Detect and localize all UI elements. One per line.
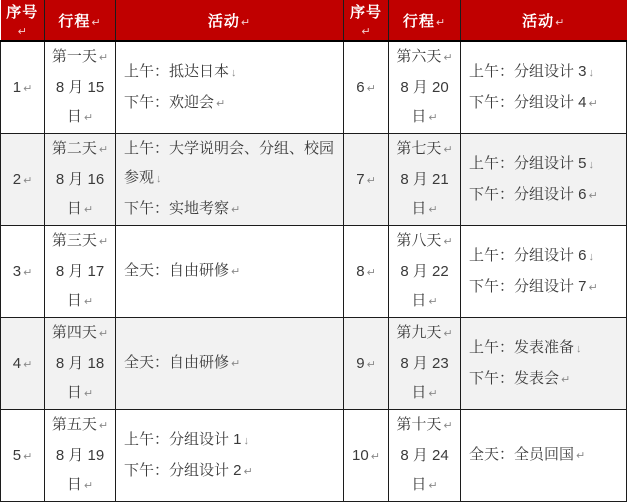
activity-line: 下午：发表会 ↵	[469, 369, 571, 387]
date-label: 8 月 18	[55, 355, 105, 372]
activity-line: 下午：分组设计 6 ↵	[469, 185, 598, 203]
paragraph-mark-icon: ↵	[231, 204, 241, 216]
activity-cell	[116, 318, 344, 410]
header-activity-right: 活动↵	[461, 0, 627, 41]
paragraph-mark-icon: ↵	[443, 420, 453, 432]
day-label: 第三天 ↵	[51, 232, 109, 249]
day-label: 第十天 ↵	[396, 416, 453, 433]
paragraph-mark-icon: ↵	[83, 388, 94, 400]
activity-cell	[461, 226, 627, 318]
paragraph-mark-icon: ↵	[443, 328, 453, 340]
day-label: 第六天 ↵	[396, 48, 453, 65]
paragraph-mark-icon: ↵	[588, 281, 598, 294]
paragraph-mark-icon: ↵	[98, 420, 109, 432]
paragraph-mark-icon: ↵	[23, 359, 33, 371]
activity-line: 下午：实地考察 ↵	[124, 200, 241, 217]
date-label: 8 月 20	[400, 79, 449, 96]
seq-cell: 6 ↵	[344, 41, 389, 134]
day-label: 第五天 ↵	[51, 416, 109, 433]
table-row	[1, 226, 627, 318]
seq-cell: 7 ↵	[344, 134, 389, 226]
date-suffix-label: 日 ↵	[66, 476, 94, 493]
line-break-mark-icon: ↓	[156, 173, 162, 185]
header-itinerary-left: 行程↵	[45, 0, 116, 41]
paragraph-mark-icon: ↵	[428, 204, 438, 216]
day-label: 第一天 ↵	[51, 48, 109, 65]
line-break-mark-icon: ↓	[231, 66, 237, 79]
seq-cell: 4 ↵	[1, 318, 45, 410]
paragraph-mark-icon: ↵	[555, 16, 566, 29]
seq-cell: 3 ↵	[1, 226, 45, 318]
line-break-mark-icon: ↓	[588, 66, 595, 79]
header-seq-right: 序号↵	[344, 0, 389, 41]
line-break-mark-icon: ↓	[588, 158, 595, 171]
itinerary-cell	[45, 226, 116, 318]
seq-cell: 1 ↵	[1, 41, 45, 134]
paragraph-mark-icon: ↵	[23, 83, 33, 95]
paragraph-mark-icon: ↵	[243, 465, 253, 478]
paragraph-mark-icon: ↵	[561, 373, 571, 386]
activity-line: 全天：自由研修 ↵	[124, 354, 241, 371]
header-activity-left: 活动↵	[116, 0, 344, 41]
date-suffix-label: 日 ↵	[66, 384, 94, 401]
activity-line: 上午：发表准备 ↓	[469, 338, 582, 356]
seq-cell: 10 ↵	[344, 410, 389, 502]
line-break-mark-icon: ↓	[588, 250, 595, 263]
date-suffix-label: 日 ↵	[66, 108, 94, 125]
itinerary-cell	[389, 41, 461, 134]
seq-cell: 9 ↵	[344, 318, 389, 410]
date-label: 8 月 23	[400, 355, 449, 372]
line-break-mark-icon: ↓	[243, 434, 250, 447]
table-row	[1, 134, 627, 226]
day-label: 第二天 ↵	[51, 140, 109, 157]
activity-cell	[116, 226, 344, 318]
paragraph-mark-icon: ↵	[366, 267, 376, 279]
paragraph-mark-icon: ↵	[98, 236, 109, 248]
itinerary-cell	[389, 410, 461, 502]
itinerary-cell	[389, 134, 461, 226]
table-row	[1, 410, 627, 502]
paragraph-mark-icon: ↵	[17, 26, 28, 38]
date-label: 8 月 16	[55, 171, 105, 188]
activity-line: 上午：抵达日本 ↓	[124, 62, 237, 80]
activity-line: 全天：全员回国 ↵	[469, 446, 586, 463]
paragraph-mark-icon: ↵	[366, 83, 376, 95]
activity-cell	[461, 134, 627, 226]
paragraph-mark-icon: ↵	[576, 450, 586, 462]
paragraph-mark-icon: ↵	[428, 296, 438, 308]
header-row	[1, 0, 627, 41]
paragraph-mark-icon: ↵	[428, 388, 438, 400]
paragraph-mark-icon: ↵	[588, 189, 598, 202]
paragraph-mark-icon: ↵	[435, 16, 447, 29]
paragraph-mark-icon: ↵	[428, 480, 438, 492]
itinerary-cell	[45, 134, 116, 226]
table-row	[1, 41, 627, 134]
activity-cell	[461, 41, 627, 134]
activity-line: 上午：分组设计 5 ↓	[469, 154, 595, 172]
activity-cell	[116, 41, 344, 134]
day-label: 第八天 ↵	[396, 232, 453, 249]
date-label: 8 月 17	[55, 263, 105, 280]
paragraph-mark-icon: ↵	[366, 359, 376, 371]
activity-line: 全天：自由研修 ↵	[124, 262, 241, 279]
day-label: 第七天 ↵	[396, 140, 453, 157]
paragraph-mark-icon: ↵	[83, 112, 94, 124]
paragraph-mark-icon: ↵	[240, 16, 252, 29]
paragraph-mark-icon: ↵	[83, 480, 94, 492]
paragraph-mark-icon: ↵	[443, 236, 453, 248]
paragraph-mark-icon: ↵	[83, 296, 94, 308]
day-label: 第四天 ↵	[51, 324, 109, 341]
itinerary-cell	[389, 226, 461, 318]
paragraph-mark-icon: ↵	[23, 451, 33, 463]
date-label: 8 月 24	[400, 447, 449, 464]
activity-cell	[461, 410, 627, 502]
paragraph-mark-icon: ↵	[361, 26, 372, 38]
date-suffix-label: 日 ↵	[66, 200, 94, 217]
date-suffix-label: 日 ↵	[411, 384, 438, 401]
header-seq-left: 序号↵	[1, 0, 45, 41]
paragraph-mark-icon: ↵	[83, 204, 94, 216]
date-label: 8 月 15	[55, 79, 105, 96]
date-label: 8 月 21	[400, 171, 449, 188]
seq-cell: 8 ↵	[344, 226, 389, 318]
date-label: 8 月 19	[55, 447, 105, 464]
paragraph-mark-icon: ↵	[91, 16, 102, 29]
paragraph-mark-icon: ↵	[98, 144, 109, 156]
activity-line: 下午：分组设计 4 ↵	[469, 93, 598, 111]
seq-cell: 2 ↵	[1, 134, 45, 226]
activity-line: 上午：分组设计 3 ↓	[469, 62, 595, 80]
date-suffix-label: 日 ↵	[66, 292, 94, 309]
table-row	[1, 318, 627, 410]
itinerary-cell	[389, 318, 461, 410]
paragraph-mark-icon: ↵	[98, 328, 109, 340]
itinerary-cell	[45, 410, 116, 502]
itinerary-cell	[45, 41, 116, 134]
paragraph-mark-icon: ↵	[428, 112, 438, 124]
paragraph-mark-icon: ↵	[370, 451, 380, 463]
activity-line: 上午：大学说明会、分组、校园参观 ↓	[124, 140, 335, 186]
date-suffix-label: 日 ↵	[411, 108, 438, 125]
date-suffix-label: 日 ↵	[411, 476, 438, 493]
activity-line: 下午：分组设计 7 ↵	[469, 277, 598, 295]
paragraph-mark-icon: ↵	[23, 175, 33, 187]
activity-line: 下午：欢迎会 ↵	[124, 93, 226, 111]
day-label: 第九天 ↵	[396, 324, 453, 341]
activity-line: 上午：分组设计 1 ↓	[124, 430, 250, 448]
activity-line: 下午：分组设计 2 ↵	[124, 461, 253, 479]
itinerary-cell	[45, 318, 116, 410]
activity-cell	[461, 318, 627, 410]
date-suffix-label: 日 ↵	[411, 292, 438, 309]
date-suffix-label: 日 ↵	[411, 200, 438, 217]
activity-cell	[116, 134, 344, 226]
date-label: 8 月 22	[400, 263, 449, 280]
paragraph-mark-icon: ↵	[98, 52, 109, 64]
seq-cell: 5 ↵	[1, 410, 45, 502]
paragraph-mark-icon: ↵	[366, 175, 376, 187]
activity-line: 上午：分组设计 6 ↓	[469, 246, 595, 264]
paragraph-mark-icon: ↵	[216, 97, 226, 110]
paragraph-mark-icon: ↵	[23, 267, 33, 279]
activity-cell	[116, 410, 344, 502]
paragraph-mark-icon: ↵	[443, 52, 453, 64]
paragraph-mark-icon: ↵	[588, 97, 598, 110]
line-break-mark-icon: ↓	[576, 342, 582, 355]
paragraph-mark-icon: ↵	[231, 266, 241, 278]
paragraph-mark-icon: ↵	[231, 358, 241, 370]
header-itinerary-right: 行程↵	[389, 0, 461, 41]
paragraph-mark-icon: ↵	[443, 144, 453, 156]
